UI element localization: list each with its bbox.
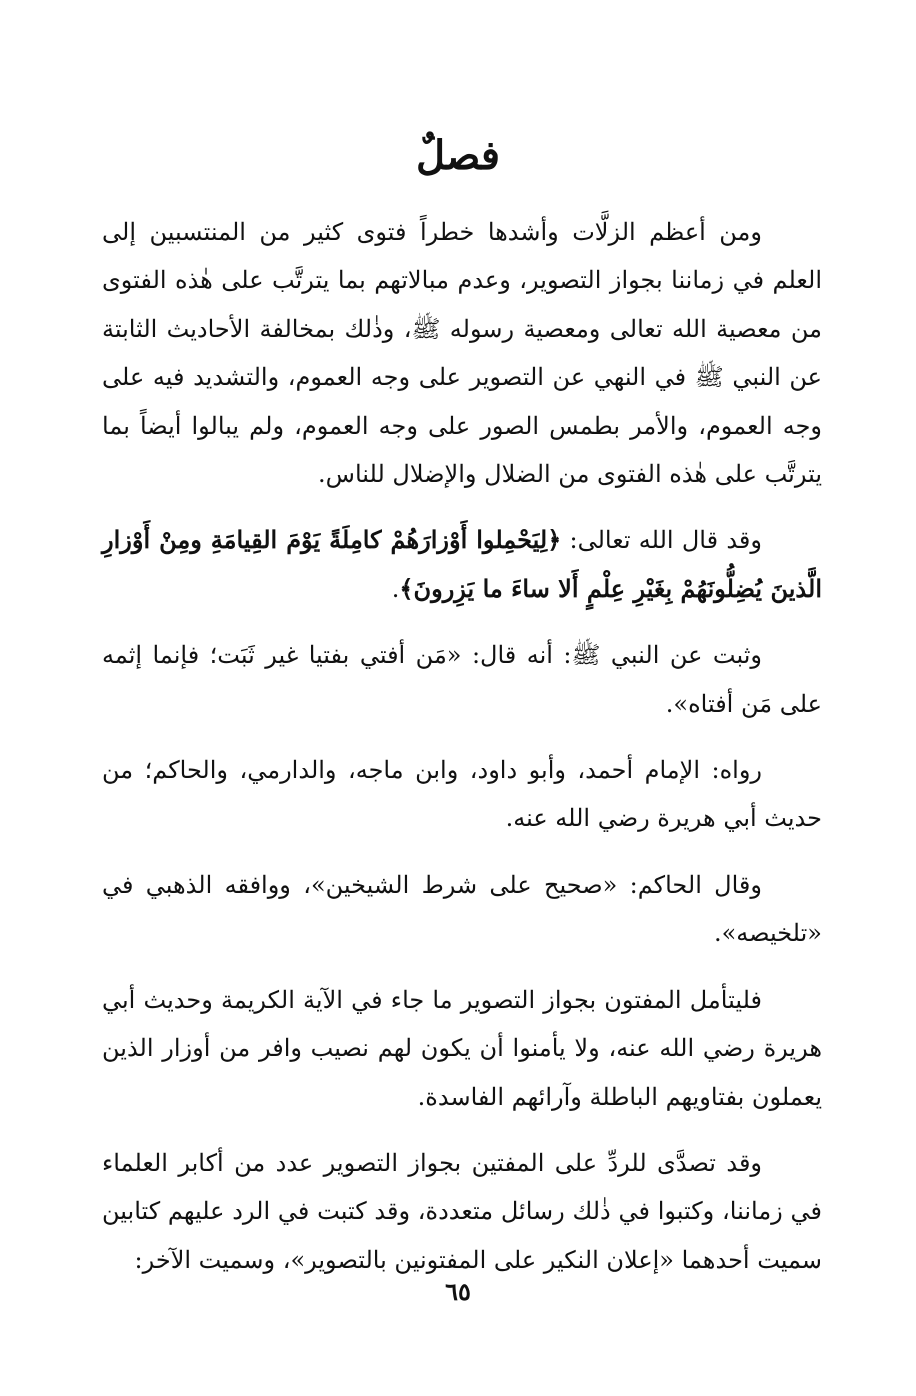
verse-end: .	[391, 574, 400, 603]
page-body	[102, 208, 822, 1300]
paragraph-hadith: وثبت عن النبي ﷺ: أنه قال: «مَن أفتي بفتيا غير ثَبَت؛ فإنما إثمه على مَن أفتاه».	[102, 641, 822, 718]
paragraph-intro: ومن أعظم الزلَّات وأشدها خطراً فتوى كثير من المنتسبين إلى العلم في زماننا بجواز التصوير، وعدم مبالاتهم بما يترتَّب على هٰذه الفتوى من معصية الله تعالى ومعصية رسوله ﷺ، وذٰلك بمخالفة الأحاديث الثابتة عن النبي ﷺ في النهي عن التصوير على وجه العموم، والتشديد فيه على وجه العموم، والأمر بطمس الصور على وجه العموم، ولم يبالوا أيضاً بما يترتَّب على هٰذه الفتوى من الضلال والإضلال للناس.	[102, 218, 823, 489]
paragraph-refutations: وقد تصدَّى للردِّ على المفتين بجواز التصوير عدد من أكابر العلماء في زماننا، وكتبوا في ذٰلك رسائل متعددة، وقد كتبت في الرد عليهم كتابين سميت أحدهما «إعلان النكير على المفتونين بالتصوير»، وسميت الآخر:	[102, 1148, 822, 1274]
page-number: ٦٥	[445, 1277, 471, 1306]
quran-verse: ﴿لِيَحْمِلوا أَوْزارَهُمْ كامِلَةً يَوْمَ القِيامَةِ ومِنْ أَوْزارِ الَّذينَ يُضِلُّونَهُمْ بِغَيْرِ عِلْمٍ أَلا ساءَ ما يَزِرونَ﴾	[102, 525, 822, 603]
paragraph-reflection: فليتأمل المفتون بجواز التصوير ما جاء في الآية الكريمة وحديث أبي هريرة رضي الله عنه، ولا يأمنوا أن يكون لهم نصيب وافر من أوزار الذين يعملون بفتاويهم الباطلة وآرائهم الفاسدة.	[102, 985, 822, 1111]
paragraph-hakim-grading: وقال الحاكم: «صحيح على شرط الشيخين»، ووافقه الذهبي في «تلخيصه».	[102, 870, 822, 948]
paragraph-quran-verse	[102, 516, 822, 613]
paragraph-narrators: رواه: الإمام أحمد، وأبو داود، وابن ماجه، والدارمي، والحاكم؛ من حديث أبي هريرة رضي الله عنه.	[102, 756, 822, 833]
verse-intro: وقد قال الله تعالى:	[561, 526, 762, 555]
section-heading: فصلٌ	[415, 132, 501, 179]
